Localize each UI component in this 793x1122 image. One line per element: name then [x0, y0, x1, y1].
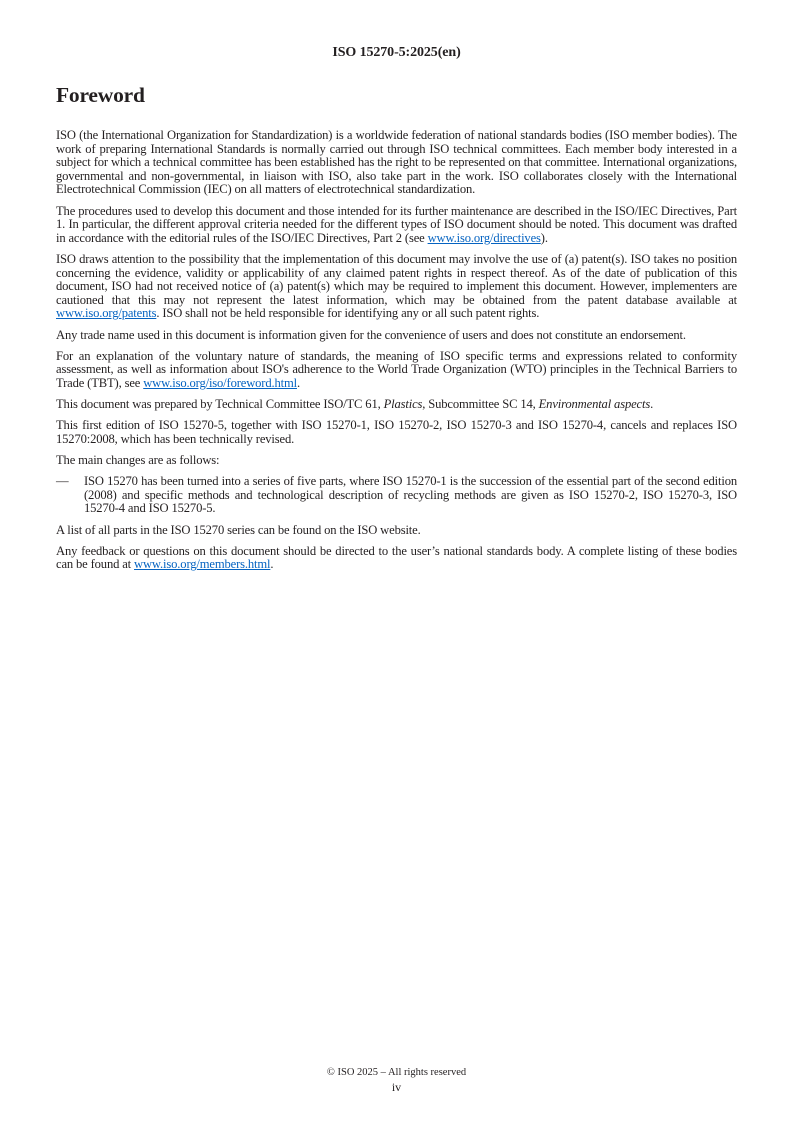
- directives-link[interactable]: www.iso.org/directives: [427, 230, 541, 245]
- paragraph-parts-list: A list of all parts in the ISO 15270 series can be found on the ISO website.: [56, 522, 421, 537]
- paragraph-procedures: [56, 205, 737, 246]
- subcommittee-name: Environmental aspects: [538, 397, 651, 412]
- paragraph-patents: [56, 253, 737, 321]
- paragraph-voluntary-nature: [56, 350, 737, 391]
- list-item-text: ISO 15270 has been turned into a series of five parts, where ISO 15270-1 is the succession of the essential part of the second edition (2008) and specific methods and technological description of recycling methods are given as ISO 15270-2, ISO 15270-3, ISO 15270-4 and ISO 15270-5.: [84, 474, 737, 516]
- list-item: [56, 475, 737, 516]
- members-link[interactable]: www.iso.org/members.html: [134, 557, 271, 572]
- page-number: iv: [391, 1080, 402, 1094]
- paragraph-trade-name: Any trade name used in this document is information given for the convenience of users and does not constitute an endorsement.: [56, 327, 686, 342]
- paragraph-iso-federation: ISO (the International Organization for Standardization) is a worldwide federation of national standards bodies (ISO member bodies). The work of preparing International Standards is normally carried out through ISO technical committees. Each member body interested in a subject for which a technical committee has been established has the right to be represented on that committee. International organizations, governmental and non-governmental, in liaison with ISO, also take part in the work. ISO collaborates closely with the International Electrotechnical Commission (IEC) on all matters of electrotechnical standardization.: [56, 128, 737, 197]
- paragraph-text: ISO draws attention to the possibility that the implementation of this document may involve the use of (a) patent(s). ISO takes no position concerning the evidence, validity or applicability of any claimed patent rights in respect thereof. As of the date of publication of this document, ISO had not received notice of (a) patent(s) which may be required to implement this document. However, implementers are cautioned that this may not represent the latest information, which may be obtained from the patent database available at: [56, 251, 737, 307]
- paragraph-text: Any feedback or questions on this document should be directed to the user’s national standards body. A complete listing of these bodies can be found at: [56, 543, 737, 572]
- paragraph-text: For an explanation of the voluntary nature of standards, the meaning of ISO specific terms and expressions related to conformity assessment, as well as information about ISO's adherence to the World Trade Organization (WTO) principles in the Technical Barriers to Trade (TBT), see: [56, 348, 737, 390]
- paragraph-edition: This first edition of ISO 15270-5, together with ISO 15270-1, ISO 15270-2, ISO 15270-3 and ISO 15270-4, cancels and replaces ISO 15270:2008, which has been technically revised.: [56, 418, 737, 446]
- paragraph-text: ).: [540, 230, 548, 245]
- paragraph-text: This document was prepared by Technical Committee ISO/TC 61,: [56, 397, 384, 412]
- patents-link[interactable]: www.iso.org/patents: [56, 306, 157, 321]
- document-id-header: ISO 15270-5:2025(en): [332, 45, 461, 60]
- paragraph-text: .: [296, 375, 300, 390]
- paragraph-text: .: [650, 397, 654, 412]
- paragraph-main-changes: The main changes are as follows:: [56, 453, 220, 468]
- copyright-notice: © ISO 2025 – All rights reserved: [326, 1067, 467, 1078]
- foreword-link[interactable]: www.iso.org/iso/foreword.html: [143, 375, 297, 390]
- paragraph-feedback: [56, 545, 737, 572]
- committee-name: Plastics: [383, 397, 423, 412]
- paragraph-committee: [56, 398, 737, 412]
- page-footer: [0, 1066, 793, 1094]
- paragraph-text: .: [270, 557, 274, 572]
- paragraph-text: . ISO shall not be held responsible for identifying any or all such patent rights.: [156, 306, 540, 321]
- dash-bullet-icon: —: [56, 474, 69, 489]
- section-title: Foreword: [56, 83, 145, 107]
- foreword-body: [56, 129, 737, 580]
- paragraph-text: The procedures used to develop this document and those intended for its further maintenance are described in the ISO/IEC Directives, Part 1. In particular, the different approval criteria needed for the different types of ISO document should be noted. This document was drafted in accordance with the editorial rules of the ISO/IEC Directives, Part 2 (see: [56, 203, 737, 245]
- paragraph-text: , Subcommittee SC 14,: [422, 397, 539, 412]
